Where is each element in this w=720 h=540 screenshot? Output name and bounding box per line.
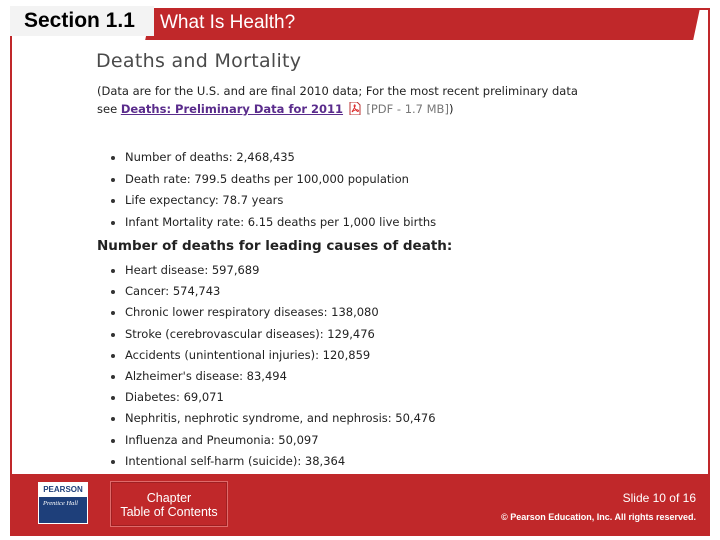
note-see: see [97, 102, 118, 116]
chapter-toc-button[interactable] [110, 481, 228, 527]
section-label: Section 1.1 [24, 9, 135, 32]
section-tab [10, 6, 154, 36]
list-item: Influenza and Pneumonia: 50,097 [108, 430, 436, 451]
pearson-logo [38, 482, 88, 524]
list-item: Cancer: 574,743 [108, 281, 436, 302]
pdf-size: [PDF - 1.7 MB] [366, 102, 449, 116]
logo-bottom-text: Prentice Hall [43, 500, 78, 507]
preliminary-data-link[interactable]: Deaths: Preliminary Data for 2011 [120, 102, 344, 116]
list-item: Alzheimer's disease: 83,494 [108, 366, 436, 387]
toc-label-line1: Chapter [146, 491, 192, 505]
note-line1: (Data are for the U.S. and are final 2010 data; For the most recent preliminary data [97, 84, 578, 98]
list-item: Intentional self-harm (suicide): 38,364 [108, 451, 436, 472]
slide-number: Slide 10 of 16 [622, 491, 696, 505]
toc-label-line2: Table of Contents [120, 505, 218, 519]
copyright: © Pearson Education, Inc. All rights reserved. [501, 512, 696, 522]
logo-top-text: PEARSON [39, 483, 87, 497]
data-note [97, 82, 637, 118]
stats-list [108, 147, 436, 233]
list-item: Chronic lower respiratory diseases: 138,080 [108, 302, 436, 323]
pdf-icon[interactable] [349, 102, 361, 115]
list-item: Stroke (cerebrovascular diseases): 129,476 [108, 324, 436, 345]
list-item: Infant Mortality rate: 6.15 deaths per 1,000 live births [108, 212, 436, 234]
note-close: ) [448, 102, 454, 116]
page-heading: Deaths and Mortality [96, 50, 302, 72]
causes-heading: Number of deaths for leading causes of death: [97, 238, 453, 254]
list-item: Life expectancy: 78.7 years [108, 190, 436, 212]
list-item: Heart disease: 597,689 [108, 260, 436, 281]
list-item: Number of deaths: 2,468,435 [108, 147, 436, 169]
causes-list [108, 260, 436, 472]
list-item: Nephritis, nephrotic syndrome, and nephrosis: 50,476 [108, 408, 436, 429]
list-item: Diabetes: 69,071 [108, 387, 436, 408]
list-item: Accidents (unintentional injuries): 120,859 [108, 345, 436, 366]
list-item: Death rate: 799.5 deaths per 100,000 population [108, 169, 436, 191]
slide-title: What Is Health? [160, 12, 296, 33]
